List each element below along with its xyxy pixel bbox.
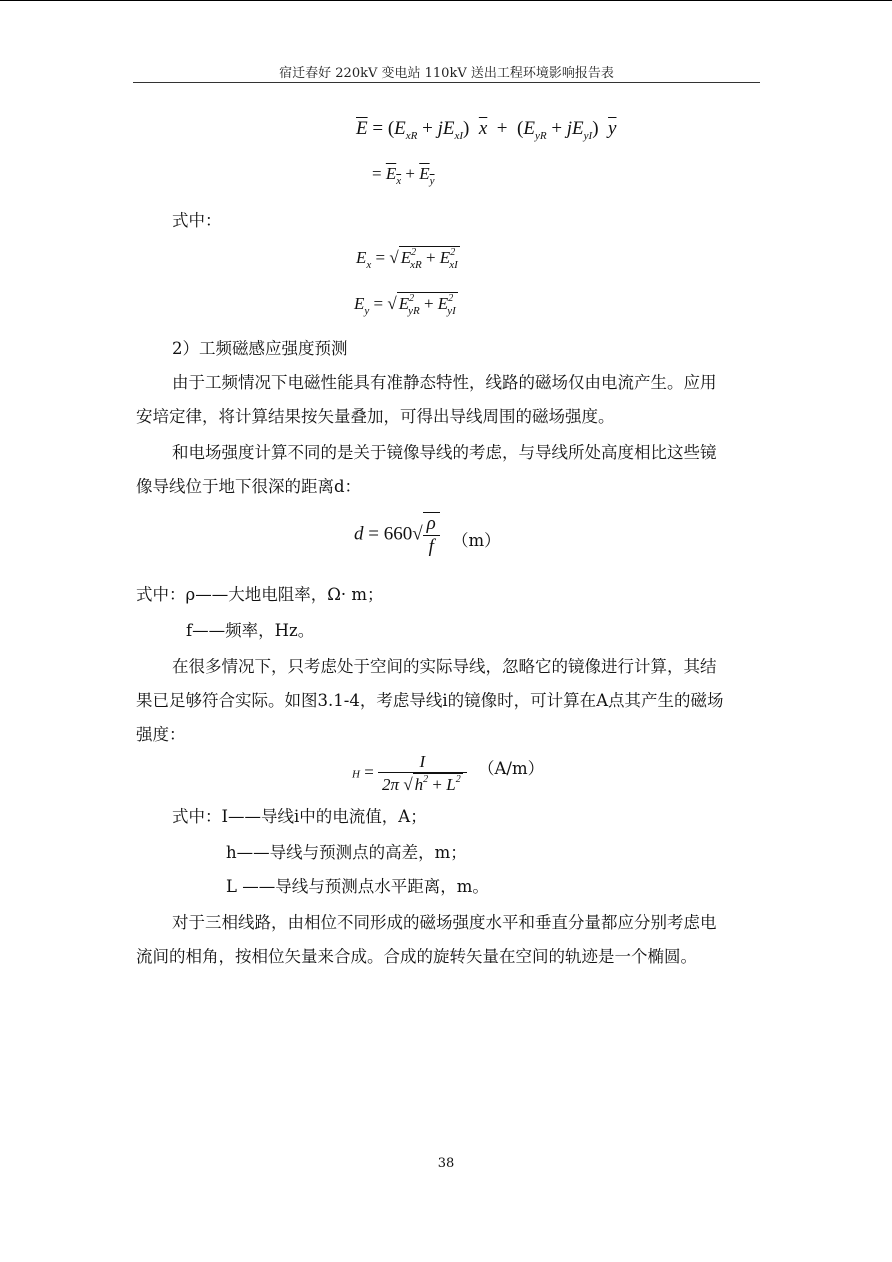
paragraph-4-line-2: 流间的相角，按相位矢量来合成。合成的旋转矢量在空间的轨迹是一个椭圆。	[136, 947, 697, 966]
formula-ex: $E_x$ = √ $E^2_{xR} + E^2_{xI}$	[356, 247, 458, 271]
definition-l: L ——导线与预测点水平距离，m。	[226, 877, 489, 896]
formula-field-h: H = $\frac{I}{2\pi √ h^2 + L^2}$	[352, 752, 467, 795]
formula-e-sum: = $E_x + E_y$	[372, 164, 435, 187]
definition-rho: 式中：ρ——大地电阻率，Ω· m；	[136, 585, 384, 604]
paragraph-3-line-3: 强度：	[136, 725, 186, 744]
paragraph-2-line-2: 像导线位于地下很深的距离d：	[136, 477, 362, 496]
formula-e-vector: $\overline{E} = (E_{xR} + jE_{xI}) \overline{x} + (E_{yR} + jE_{yI})$ $\overline{y}$	[356, 118, 617, 142]
definition-i: 式中：I——导线i中的电流值，A；	[172, 807, 427, 826]
paragraph-1-line-1: 由于工频情况下电磁性能具有准静态特性，线路的磁场仅由电流产生。应用	[172, 373, 717, 392]
page-number: 38	[437, 1156, 455, 1171]
definition-f: f——频率，Hz。	[186, 621, 315, 640]
top-border	[0, 0, 892, 1]
field-h-unit: （A/m）	[478, 759, 545, 778]
formula-ey: $E_y$ = √ $E^2_{yR} + E^2_{yI}$	[354, 293, 456, 317]
paragraph-4-line-1: 对于三相线路，由相位不同形成的磁场强度水平和垂直分量都应分别考虑电	[172, 913, 717, 932]
definition-h: h——导线与预测点的高差，m；	[226, 843, 467, 862]
paragraph-3-line-1: 在很多情况下，只考虑处于空间的实际导线，忽略它的镜像进行计算，其结	[172, 657, 717, 676]
page-header: 宿迁春好 220kV 变电站 110kV 送出工程环境影响报告表	[279, 66, 614, 81]
paragraph-2-line-1: 和电场强度计算不同的是关于镜像导线的考虑，与导线所处高度相比这些镜	[172, 443, 717, 462]
section-heading: 2）工频磁感应强度预测	[172, 339, 348, 358]
depth-unit: （m）	[452, 531, 501, 550]
paragraph-3-line-2: 果已足够符合实际。如图3.1-4，考虑导线i的镜像时，可计算在A点其产生的磁场	[136, 691, 724, 710]
paragraph-1-line-2: 安培定律，将计算结果按矢量叠加，可得出导线周围的磁场强度。	[136, 407, 615, 426]
where-label: 式中：	[172, 211, 222, 230]
header-rule	[133, 82, 760, 83]
formula-depth: d = 660√ $\frac{\rho}{f}$	[354, 512, 440, 558]
